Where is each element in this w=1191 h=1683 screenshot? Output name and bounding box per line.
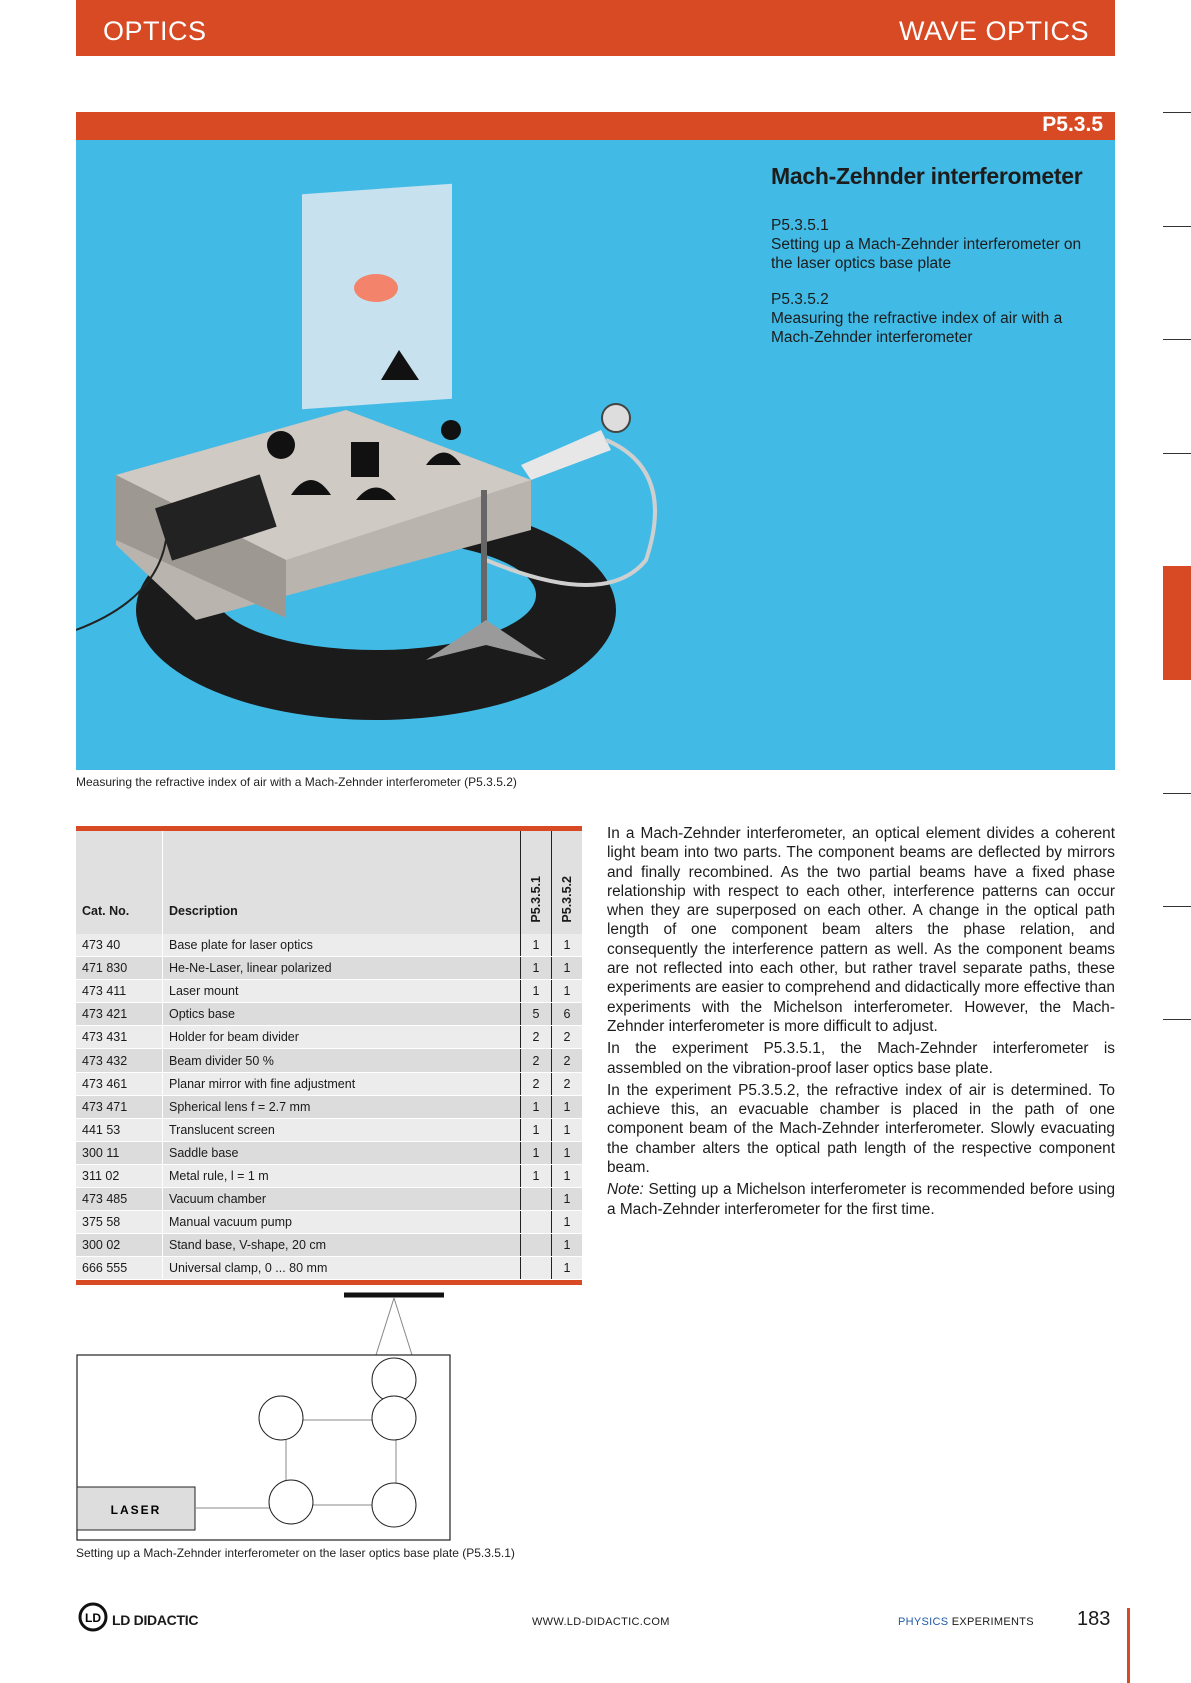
experiment-code: P5.3.5: [1042, 113, 1103, 136]
cell-qty-p5351: 1: [521, 1118, 552, 1141]
brand-name: LD DIDACTIC: [112, 1612, 199, 1628]
cell-qty-p5351: 2: [521, 1026, 552, 1049]
table-row: [76, 1003, 582, 1026]
cell-qty-p5352: 1: [552, 957, 583, 980]
table-row: [76, 980, 582, 1003]
table-row: [76, 1118, 582, 1141]
laser-label: LASER: [110, 1503, 162, 1517]
cell-cat-no: 300 02: [76, 1234, 163, 1257]
margin-tick: [1163, 1019, 1191, 1020]
cell-cat-no: 441 53: [76, 1118, 163, 1141]
setup-diagram: [76, 1290, 476, 1545]
cell-description: Vacuum chamber: [163, 1188, 521, 1211]
series-experiments: EXPERIMENTS: [948, 1616, 1034, 1628]
header-col-p5352: [552, 831, 583, 934]
chapter-header: [76, 0, 1115, 56]
page-marker-line: [1127, 1608, 1130, 1683]
cell-cat-no: 473 485: [76, 1188, 163, 1211]
sub-experiment-1: [771, 216, 1091, 273]
paragraph: In the experiment P5.3.5.1, the Mach-Zehnder interferometer is assembled on the vibration-proof laser optics base plate.: [607, 1040, 1115, 1077]
sub-experiment-text: Setting up a Mach-Zehnder interferometer on the laser optics base plate: [771, 236, 1082, 272]
cell-qty-p5352: 2: [552, 1026, 583, 1049]
cell-qty-p5352: 1: [552, 1141, 583, 1164]
svg-text:LD: LD: [85, 1611, 101, 1625]
cell-cat-no: 473 461: [76, 1072, 163, 1095]
table-row: [76, 934, 582, 957]
cell-qty-p5351: 2: [521, 1072, 552, 1095]
table-row: [76, 1072, 582, 1095]
cell-qty-p5351: 1: [521, 1141, 552, 1164]
cell-cat-no: 473 432: [76, 1049, 163, 1072]
table-row: [76, 1164, 582, 1187]
cell-qty-p5352: 1: [552, 1095, 583, 1118]
cell-qty-p5352: 2: [552, 1072, 583, 1095]
table-row: [76, 1095, 582, 1118]
cell-qty-p5351: 1: [521, 1095, 552, 1118]
ld-logo-icon: [76, 1602, 110, 1632]
cell-qty-p5352: 1: [552, 1234, 583, 1257]
cell-description: Translucent screen: [163, 1118, 521, 1141]
cell-qty-p5351: 1: [521, 980, 552, 1003]
note-paragraph: [607, 1180, 1115, 1219]
sub-experiment-2: [771, 290, 1091, 347]
cell-qty-p5352: 1: [552, 934, 583, 957]
apparatus-photo: [76, 140, 756, 770]
sub-experiment-code: P5.3.5.2: [771, 291, 829, 308]
chapter-title: OPTICS: [103, 16, 207, 46]
page-number: 183: [1077, 1608, 1111, 1630]
cell-qty-p5352: 1: [552, 1257, 583, 1280]
cell-description: Spherical lens f = 2.7 mm: [163, 1095, 521, 1118]
cell-qty-p5351: 1: [521, 934, 552, 957]
table-row: [76, 1141, 582, 1164]
paragraph: In the experiment P5.3.5.2, the refractive index of air is determined. To achieve this, an evacuable chamber is placed in the path of one component beam of the Mach-Zehnder interferometer. Slowly evacuating the chamber alters the optical path length of the respective component beam.: [607, 1081, 1115, 1177]
sub-experiment-text: Measuring the refractive index of air with a Mach-Zehnder interferometer: [771, 310, 1063, 346]
header-cat-no: Cat. No.: [76, 831, 163, 934]
cell-cat-no: 473 411: [76, 980, 163, 1003]
cell-description: Holder for beam divider: [163, 1026, 521, 1049]
cell-description: Universal clamp, 0 ... 80 mm: [163, 1257, 521, 1280]
sub-experiment-code: P5.3.5.1: [771, 217, 829, 234]
note-text: Setting up a Michelson interferometer is recommended before using a Mach-Zehnder interferometer for the first time.: [607, 1181, 1115, 1218]
website-link[interactable]: WWW.LD-DIDACTIC.COM: [532, 1616, 670, 1628]
cell-qty-p5351: [521, 1211, 552, 1234]
cell-qty-p5352: 1: [552, 1118, 583, 1141]
cell-description: Optics base: [163, 1003, 521, 1026]
table-row: [76, 1234, 582, 1257]
margin-tick: [1163, 906, 1191, 907]
cell-qty-p5352: 1: [552, 1188, 583, 1211]
header-col-label: P5.3.5.1: [529, 876, 543, 923]
cell-description: Beam divider 50 %: [163, 1049, 521, 1072]
diagram-caption: Setting up a Mach-Zehnder interferometer on the laser optics base plate (P5.3.5.1): [76, 1546, 515, 1560]
cell-qty-p5351: [521, 1234, 552, 1257]
cell-description: Saddle base: [163, 1141, 521, 1164]
cell-cat-no: 300 11: [76, 1141, 163, 1164]
equipment-table: [76, 826, 582, 1285]
chapter-marker: [1163, 566, 1191, 680]
cell-description: Manual vacuum pump: [163, 1211, 521, 1234]
paragraph: In a Mach-Zehnder interferometer, an optical element divides a coherent light beam into two parts. The component beams are deflected by mirrors and finally recombined. As the two partial beams have a fixed phase relationship with respect to each other, interference patterns can occur when they are superposed on each other. A change in the optical path length of one component beam alters the phase relation, and consequently the interference pattern as well. As the component beams are not reflected into each other, but rather travel separate paths, these experiments are easier to comprehend and didactically more effective than experiments with the Michelson interferometer. However, the Mach-Zehnder interferometer is more difficult to adjust.: [607, 825, 1115, 1035]
cell-description: Base plate for laser optics: [163, 934, 521, 957]
cell-cat-no: 666 555: [76, 1257, 163, 1280]
cell-description: Stand base, V-shape, 20 cm: [163, 1234, 521, 1257]
table-row: [76, 1049, 582, 1072]
experiment-code-bar: [76, 112, 1115, 140]
cell-qty-p5352: 6: [552, 1003, 583, 1026]
series-physics: PHYSICS: [898, 1616, 949, 1628]
cell-qty-p5351: [521, 1257, 552, 1280]
cell-cat-no: 473 431: [76, 1026, 163, 1049]
margin-tick: [1163, 453, 1191, 454]
cell-cat-no: 473 40: [76, 934, 163, 957]
cell-description: Laser mount: [163, 980, 521, 1003]
cell-cat-no: 375 58: [76, 1211, 163, 1234]
margin-tick: [1163, 226, 1191, 227]
cell-qty-p5352: 1: [552, 980, 583, 1003]
note-label: Note:: [607, 1181, 644, 1199]
table-row: [76, 1188, 582, 1211]
margin-tick: [1163, 339, 1191, 340]
cell-qty-p5352: 2: [552, 1049, 583, 1072]
header-description: Description: [163, 831, 521, 934]
cell-description: He-Ne-Laser, linear polarized: [163, 957, 521, 980]
cell-cat-no: 471 830: [76, 957, 163, 980]
experiment-title: Mach-Zehnder interferometer: [771, 163, 1083, 189]
cell-qty-p5352: 1: [552, 1211, 583, 1234]
table-bottom-rule: [76, 1280, 582, 1285]
table-row: [76, 957, 582, 980]
cell-description: Metal rule, l = 1 m: [163, 1164, 521, 1187]
cell-qty-p5351: 1: [521, 957, 552, 980]
cell-qty-p5351: 1: [521, 1164, 552, 1187]
section-title: WAVE OPTICS: [898, 16, 1089, 46]
table-row: [76, 1257, 582, 1280]
photo-caption: Measuring the refractive index of air with a Mach-Zehnder interferometer (P5.3.5.2): [76, 775, 517, 789]
table-row: [76, 1211, 582, 1234]
cell-cat-no: 473 471: [76, 1095, 163, 1118]
body-text: [607, 824, 1115, 1222]
cell-cat-no: 311 02: [76, 1164, 163, 1187]
table-header-row: [76, 831, 582, 934]
margin-tick: [1163, 793, 1191, 794]
footer-series: [898, 1616, 1034, 1628]
table-row: [76, 1026, 582, 1049]
header-col-p5351: [521, 831, 552, 934]
cell-description: Planar mirror with fine adjustment: [163, 1072, 521, 1095]
cell-qty-p5352: 1: [552, 1164, 583, 1187]
cell-qty-p5351: 2: [521, 1049, 552, 1072]
margin-tick: [1163, 112, 1191, 113]
cell-qty-p5351: 5: [521, 1003, 552, 1026]
hero-panel: [76, 140, 1115, 770]
cell-cat-no: 473 421: [76, 1003, 163, 1026]
cell-qty-p5351: [521, 1188, 552, 1211]
header-col-label: P5.3.5.2: [560, 876, 574, 923]
